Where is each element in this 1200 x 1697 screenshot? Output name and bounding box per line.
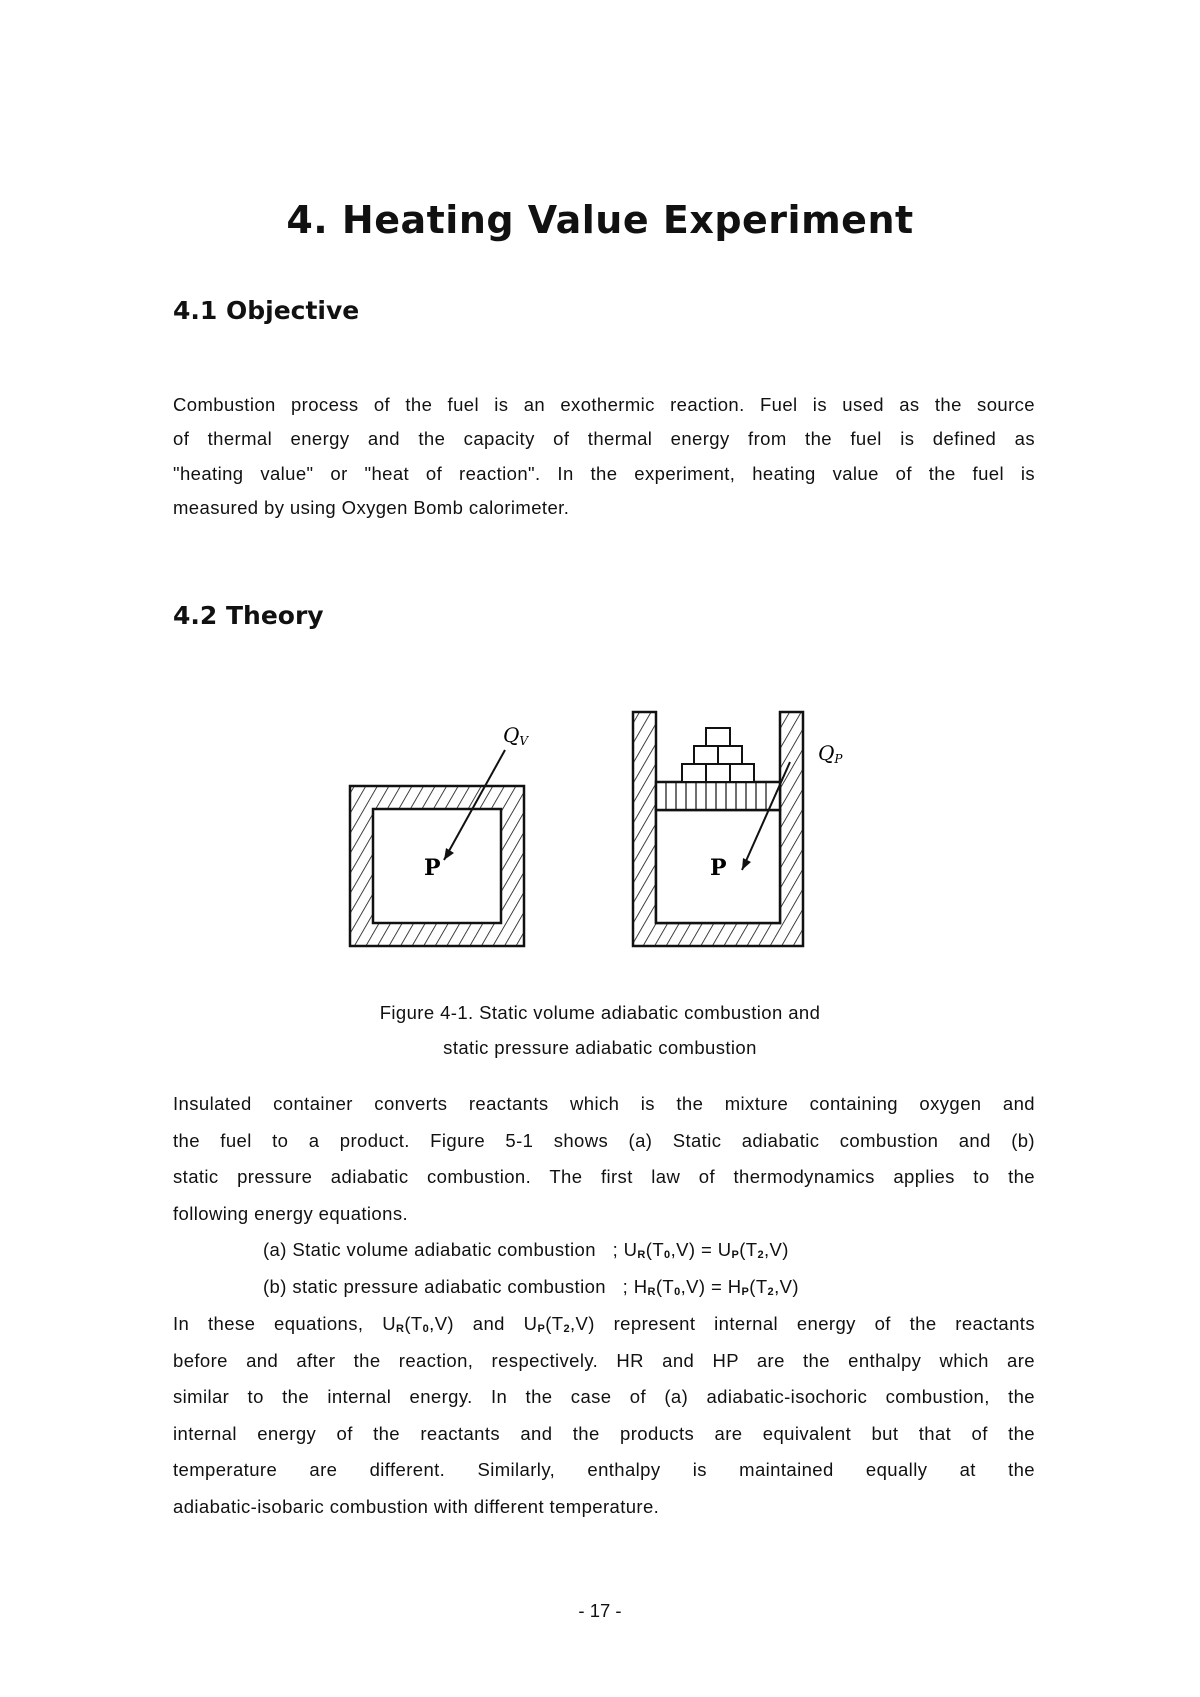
text-line: internal energy of the reactants and the products are equivalent but that of the bbox=[173, 1422, 1035, 1444]
equation-separator: ; bbox=[612, 1239, 619, 1260]
equation-b: (b) static pressure adiabatic combustion ; $H_R(T_0,V) = H_P(T_2,V)$ bbox=[263, 1276, 799, 1298]
piston bbox=[656, 782, 780, 810]
text-line: Combustion process of the fuel is an exothermic reaction. Fuel is used as the source bbox=[173, 394, 1035, 415]
section-heading-objective: 4.1 Objective bbox=[173, 296, 360, 325]
qp-label: QP bbox=[818, 741, 843, 766]
text-line: temperature are different. Similarly, enthalpy is maintained equally at the bbox=[173, 1459, 1035, 1480]
static-pressure-container bbox=[633, 712, 843, 946]
equation-a-label: (a) Static volume adiabatic combustion bbox=[263, 1239, 596, 1260]
text-line: the fuel to a product. Figure 5-1 shows (a) Static adiabatic combustion and (b) bbox=[173, 1129, 1035, 1151]
section-heading-theory: 4.2 Theory bbox=[173, 601, 324, 630]
text-line: before and after the reaction, respectively. HR and HP are the enthalpy which are bbox=[173, 1349, 1035, 1371]
text-line: static pressure adiabatic combustion. The first law of thermodynamics applies to the bbox=[173, 1166, 1035, 1187]
figure-combustion-containers bbox=[340, 690, 860, 960]
page-title: 4. Heating Value Experiment bbox=[286, 198, 914, 242]
objective-paragraph bbox=[173, 388, 1035, 525]
explanation-paragraph bbox=[173, 1306, 1035, 1525]
theory-paragraph bbox=[173, 1086, 1035, 1232]
text-line: following energy equations. bbox=[173, 1202, 409, 1224]
weights bbox=[682, 728, 754, 782]
text-line: In these equations, $U_R(T_0,V)$ and $U_P(T_2,V)$ represent internal energy of the reactants bbox=[173, 1313, 1035, 1335]
qv-label: QV bbox=[503, 723, 529, 748]
equation-b-label: (b) static pressure adiabatic combustion bbox=[263, 1276, 606, 1297]
text-line: of thermal energy and the capacity of thermal energy from the fuel is defined as bbox=[173, 428, 1035, 450]
static-volume-container bbox=[350, 723, 529, 946]
caption-line: Figure 4-1. Static volume adiabatic combustion and bbox=[379, 1002, 821, 1023]
text-fragment: and bbox=[472, 1313, 505, 1334]
text-line: similar to the internal energy. In the case of (a) adiabatic-isochoric combustion, the bbox=[173, 1386, 1035, 1407]
page-number: - 17 - bbox=[578, 1600, 622, 1621]
text-line: "heating value" or "heat of reaction". In the experiment, heating value of the fuel is bbox=[173, 462, 1035, 484]
equation-separator: ; bbox=[622, 1276, 629, 1297]
equation-a: (a) Static volume adiabatic combustion ; $U_R(T_0,V) = U_P(T_2,V)$ bbox=[263, 1239, 789, 1261]
text-line: measured by using Oxygen Bomb calorimeter. bbox=[173, 496, 570, 518]
pressure-label-left: P bbox=[424, 855, 441, 881]
caption-line: static pressure adiabatic combustion bbox=[443, 1037, 757, 1058]
figure-caption bbox=[0, 995, 1200, 1065]
text-line: adiabatic-isobaric combustion with different temperature. bbox=[173, 1495, 660, 1517]
text-fragment: represent internal energy of the reactants bbox=[613, 1313, 1035, 1334]
pressure-label-right: P bbox=[710, 855, 727, 881]
text-fragment: In these equations, bbox=[173, 1313, 364, 1334]
text-line: Insulated container converts reactants which is the mixture containing oxygen and bbox=[173, 1093, 1035, 1114]
